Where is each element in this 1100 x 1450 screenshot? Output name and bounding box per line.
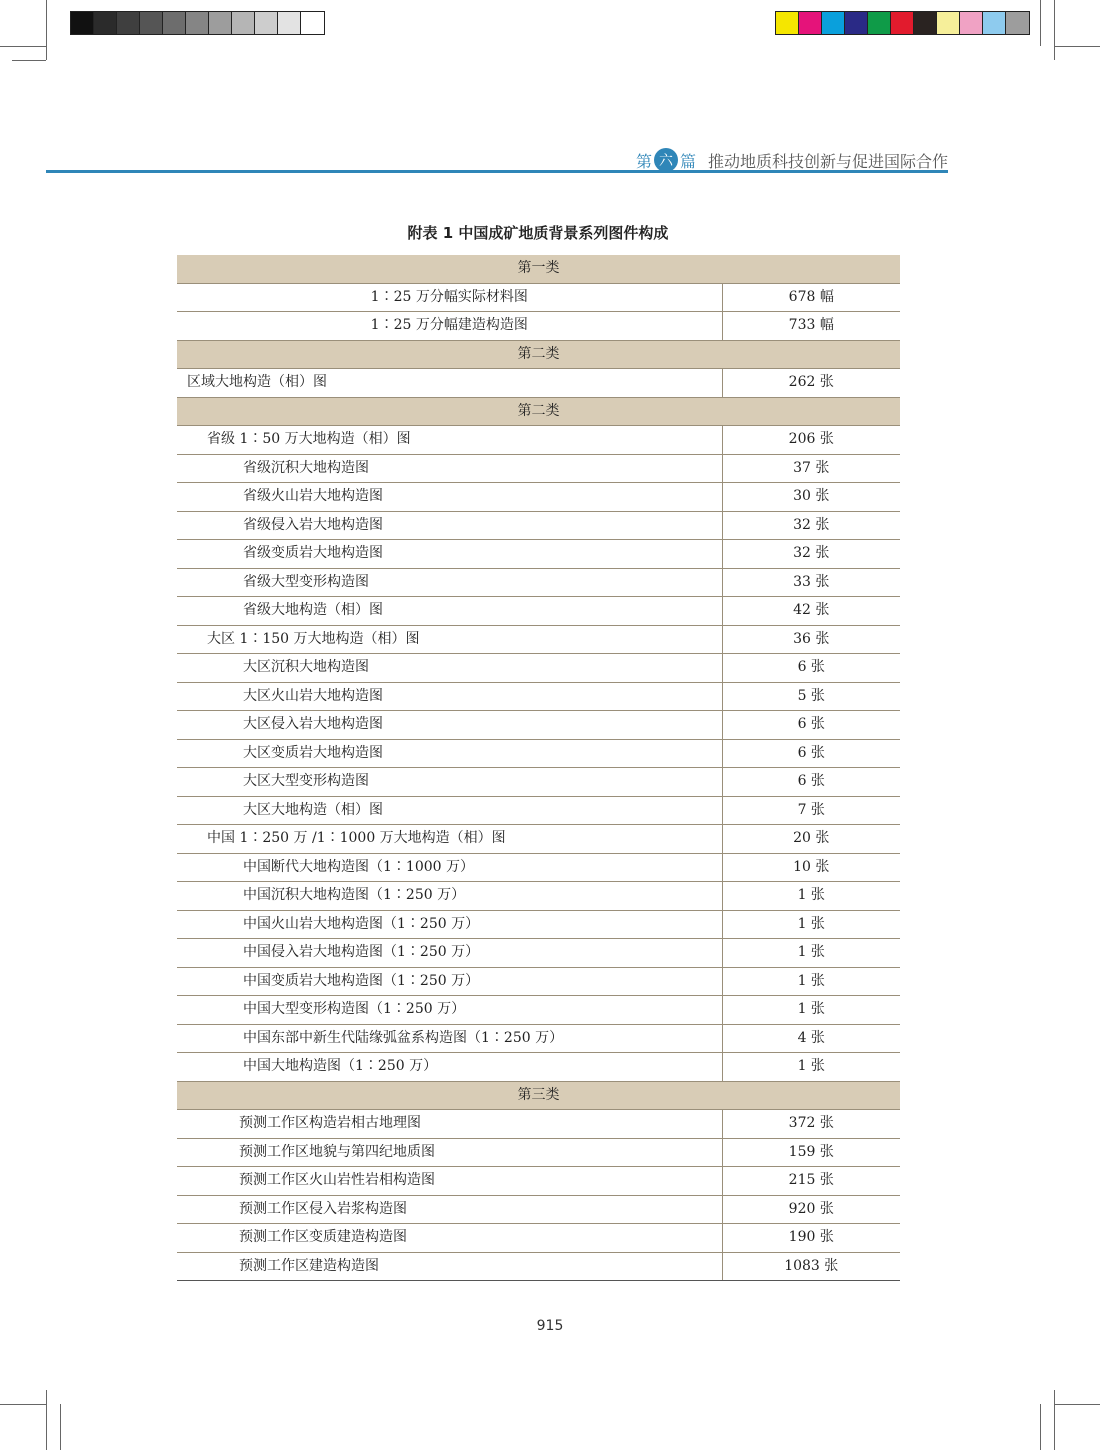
category-label: 第二类 [177, 340, 900, 369]
map-name-cell: 大区沉积大地构造图 [177, 654, 722, 683]
header-rule [46, 170, 948, 173]
table-row [177, 283, 900, 312]
calibration-swatch [232, 12, 255, 34]
crop-mark [46, 0, 47, 60]
map-name-cell: 省级大地构造（相）图 [177, 597, 722, 626]
map-name-cell: 中国大地构造图（1∶250 万） [177, 1053, 722, 1082]
map-name-cell: 大区火山岩大地构造图 [177, 682, 722, 711]
map-count-cell: 733 幅 [722, 312, 900, 341]
map-name-cell: 预测工作区构造岩相古地理图 [177, 1110, 722, 1139]
calibration-swatch [301, 12, 324, 34]
category-row [177, 255, 900, 283]
map-count-cell: 6 张 [722, 711, 900, 740]
table-row [177, 939, 900, 968]
table-row [177, 426, 900, 455]
map-name-cell: 省级侵入岩大地构造图 [177, 511, 722, 540]
table-row [177, 483, 900, 512]
map-name-cell: 中国沉积大地构造图（1∶250 万） [177, 882, 722, 911]
map-count-cell: 32 张 [722, 511, 900, 540]
map-name-cell: 大区变质岩大地构造图 [177, 739, 722, 768]
map-count-cell: 1 张 [722, 939, 900, 968]
map-name-cell: 中国侵入岩大地构造图（1∶250 万） [177, 939, 722, 968]
category-row [177, 1081, 900, 1110]
color-calibration-bar [775, 11, 1030, 35]
table-row [177, 682, 900, 711]
table-row [177, 654, 900, 683]
map-count-cell: 20 张 [722, 825, 900, 854]
table-row [177, 910, 900, 939]
running-header [0, 138, 948, 174]
table-row [177, 768, 900, 797]
running-header-text [636, 148, 948, 172]
map-name-cell: 中国 1∶250 万 /1∶1000 万大地构造（相）图 [177, 825, 722, 854]
map-name-cell: 省级沉积大地构造图 [177, 454, 722, 483]
crop-mark [1040, 1404, 1041, 1450]
category-label: 第一类 [177, 255, 900, 283]
map-name-cell: 预测工作区建造构造图 [177, 1252, 722, 1281]
map-count-cell: 1 张 [722, 910, 900, 939]
map-count-cell: 6 张 [722, 768, 900, 797]
crop-mark [1054, 1390, 1055, 1450]
map-name-cell: 大区大型变形构造图 [177, 768, 722, 797]
table-row [177, 597, 900, 626]
table-row [177, 1053, 900, 1082]
grayscale-calibration-bar [70, 11, 325, 35]
page-number: 915 [536, 1318, 564, 1334]
map-name-cell: 省级 1∶50 万大地构造（相）图 [177, 426, 722, 455]
calibration-swatch [914, 12, 937, 34]
map-name-cell: 预测工作区侵入岩浆构造图 [177, 1195, 722, 1224]
part-label [636, 148, 696, 172]
table-body [177, 255, 900, 1281]
table-row [177, 1110, 900, 1139]
map-name-cell: 预测工作区地貌与第四纪地质图 [177, 1138, 722, 1167]
category-label: 第二类 [177, 397, 900, 426]
calibration-swatch [799, 12, 822, 34]
crop-mark [0, 1404, 46, 1405]
map-count-cell: 33 张 [722, 568, 900, 597]
calibration-swatch [983, 12, 1006, 34]
map-name-cell: 大区侵入岩大地构造图 [177, 711, 722, 740]
map-name-cell: 预测工作区火山岩性岩相构造图 [177, 1167, 722, 1196]
crop-mark [46, 1390, 47, 1450]
table-row [177, 967, 900, 996]
calibration-swatch [1006, 12, 1029, 34]
table-row [177, 540, 900, 569]
map-series-table [177, 255, 900, 1281]
map-name-cell: 1∶25 万分幅建造构造图 [177, 312, 722, 341]
map-count-cell: 678 幅 [722, 283, 900, 312]
map-name-cell: 省级变质岩大地构造图 [177, 540, 722, 569]
map-count-cell: 1083 张 [722, 1252, 900, 1281]
table-row [177, 996, 900, 1025]
calibration-swatch [117, 12, 140, 34]
calibration-swatch [937, 12, 960, 34]
table-row [177, 711, 900, 740]
table-row [177, 739, 900, 768]
calibration-swatch [960, 12, 983, 34]
table-caption: 附表 1 中国成矿地质背景系列图件构成 [407, 224, 669, 242]
map-name-cell: 中国变质岩大地构造图（1∶250 万） [177, 967, 722, 996]
category-label: 第三类 [177, 1081, 900, 1110]
map-name-cell: 中国断代大地构造图（1∶1000 万） [177, 853, 722, 882]
table-row [177, 825, 900, 854]
table-row [177, 1138, 900, 1167]
map-count-cell: 215 张 [722, 1167, 900, 1196]
map-name-cell: 中国火山岩大地构造图（1∶250 万） [177, 910, 722, 939]
map-count-cell: 10 张 [722, 853, 900, 882]
map-count-cell: 6 张 [722, 739, 900, 768]
category-row [177, 397, 900, 426]
crop-mark [0, 46, 46, 47]
table-row [177, 625, 900, 654]
map-count-cell: 6 张 [722, 654, 900, 683]
calibration-swatch [845, 12, 868, 34]
map-name-cell: 省级大型变形构造图 [177, 568, 722, 597]
table-row [177, 511, 900, 540]
table-row [177, 454, 900, 483]
map-count-cell: 37 张 [722, 454, 900, 483]
map-name-cell: 省级火山岩大地构造图 [177, 483, 722, 512]
crop-mark [1054, 0, 1055, 60]
table-row [177, 1024, 900, 1053]
map-count-cell: 1 张 [722, 882, 900, 911]
table-row [177, 1195, 900, 1224]
calibration-swatch [186, 12, 209, 34]
part-title: 推动地质科技创新与促进国际合作 [707, 151, 948, 171]
table-row [177, 312, 900, 341]
crop-mark [12, 60, 46, 61]
table-row [177, 1224, 900, 1253]
part-number-badge: 六 [654, 148, 678, 172]
crop-mark [60, 1404, 61, 1450]
map-name-cell: 中国东部中新生代陆缘弧盆系构造图（1∶250 万） [177, 1024, 722, 1053]
calibration-swatch [822, 12, 845, 34]
map-count-cell: 206 张 [722, 426, 900, 455]
map-count-cell: 32 张 [722, 540, 900, 569]
table-row [177, 1252, 900, 1281]
calibration-swatch [94, 12, 117, 34]
calibration-swatch [776, 12, 799, 34]
map-name-cell: 大区 1∶150 万大地构造（相）图 [177, 625, 722, 654]
map-count-cell: 190 张 [722, 1224, 900, 1253]
calibration-swatch [255, 12, 278, 34]
map-name-cell: 区域大地构造（相）图 [177, 369, 722, 398]
map-count-cell: 42 张 [722, 597, 900, 626]
map-count-cell: 372 张 [722, 1110, 900, 1139]
crop-mark [1054, 1404, 1100, 1405]
part-prefix: 第 [635, 151, 652, 171]
calibration-swatch [891, 12, 914, 34]
calibration-swatch [71, 12, 94, 34]
map-count-cell: 36 张 [722, 625, 900, 654]
category-row [177, 340, 900, 369]
map-count-cell: 262 张 [722, 369, 900, 398]
table-row [177, 882, 900, 911]
part-suffix: 篇 [679, 151, 696, 171]
map-count-cell: 1 张 [722, 996, 900, 1025]
table-row [177, 369, 900, 398]
calibration-swatch [868, 12, 891, 34]
map-count-cell: 1 张 [722, 1053, 900, 1082]
table-row [177, 796, 900, 825]
map-count-cell: 5 张 [722, 682, 900, 711]
crop-mark [1054, 46, 1100, 47]
table-row [177, 1167, 900, 1196]
map-count-cell: 920 张 [722, 1195, 900, 1224]
map-count-cell: 30 张 [722, 483, 900, 512]
calibration-swatch [278, 12, 301, 34]
map-count-cell: 159 张 [722, 1138, 900, 1167]
table-row [177, 568, 900, 597]
calibration-swatch [163, 12, 186, 34]
crop-mark [1040, 0, 1041, 46]
map-count-cell: 4 张 [722, 1024, 900, 1053]
map-name-cell: 中国大型变形构造图（1∶250 万） [177, 996, 722, 1025]
map-count-cell: 7 张 [722, 796, 900, 825]
map-name-cell: 大区大地构造（相）图 [177, 796, 722, 825]
map-count-cell: 1 张 [722, 967, 900, 996]
calibration-swatch [209, 12, 232, 34]
map-name-cell: 预测工作区变质建造构造图 [177, 1224, 722, 1253]
calibration-swatch [140, 12, 163, 34]
table-row [177, 853, 900, 882]
map-name-cell: 1∶25 万分幅实际材料图 [177, 283, 722, 312]
